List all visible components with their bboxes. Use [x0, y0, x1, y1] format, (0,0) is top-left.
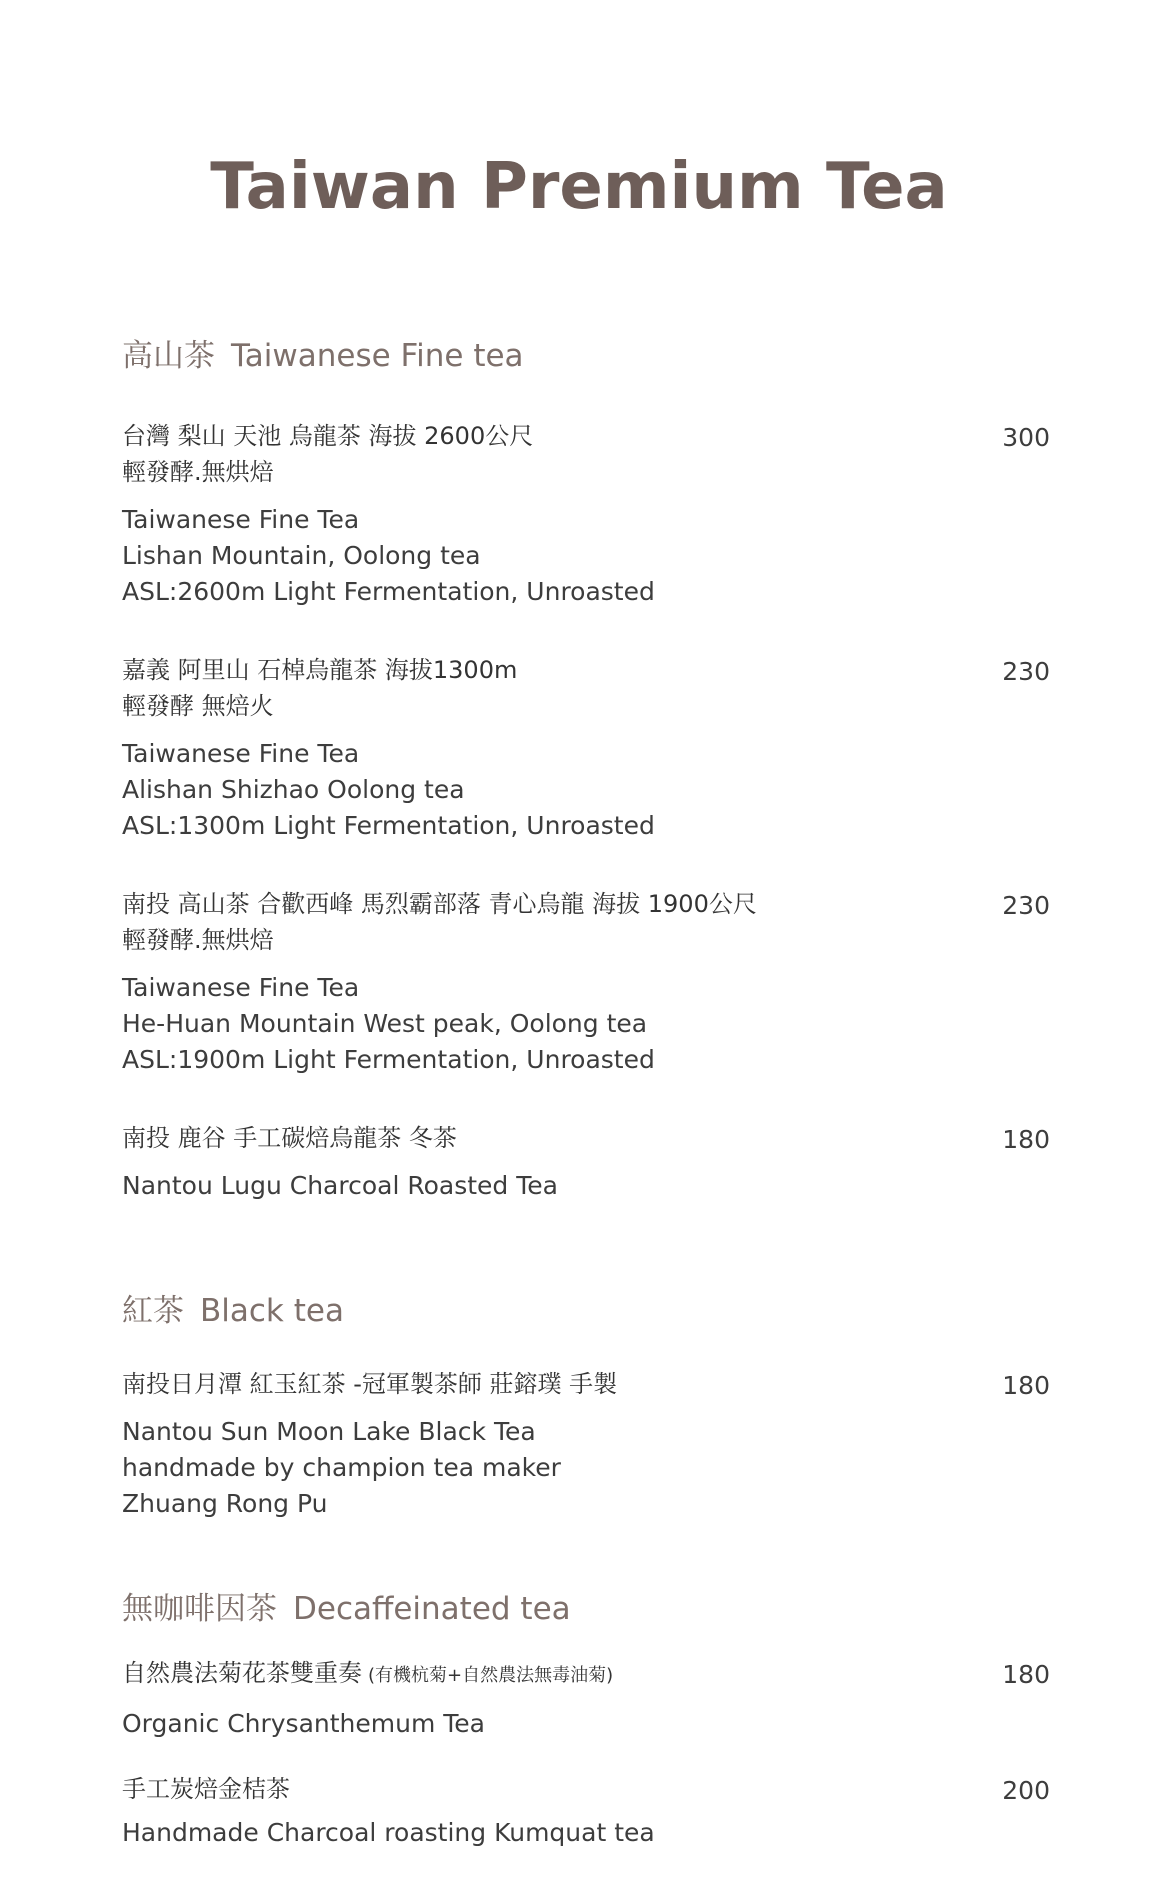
menu-item-lishan-oolong	[122, 418, 1022, 610]
item-price: 230	[1002, 657, 1050, 686]
item-name-en: Nantou Sun Moon Lake Black Tea	[122, 1417, 536, 1446]
item-note-zh: 輕發酵 無焙火	[122, 692, 274, 720]
item-name-zh: 南投日月潭 紅玉紅茶 -冠軍製茶師 莊鎔璞 手製	[122, 1370, 618, 1398]
menu-item-lugu-charcoal	[122, 1120, 1022, 1204]
item-price: 180	[1002, 1660, 1050, 1689]
menu-item-sun-moon-lake-black	[122, 1366, 1022, 1522]
section-heading-decaf-tea	[122, 1583, 571, 1628]
item-name-en: Handmade Charcoal roasting Kumquat tea	[122, 1818, 655, 1847]
item-note-zh: 輕發酵.無烘焙	[122, 458, 274, 486]
item-name-zh-main: 自然農法菊花茶雙重奏	[122, 1659, 362, 1687]
section-heading-fine-tea	[122, 330, 524, 375]
menu-item-alishan-oolong	[122, 652, 1022, 844]
section-heading-zh: 無咖啡因茶	[122, 1591, 277, 1627]
item-name-zh: 南投 高山茶 合歡西峰 馬烈霸部落 青心烏龍 海拔 1900公尺	[122, 890, 757, 918]
menu-item-hehuan-oolong	[122, 886, 1022, 1078]
item-name-en: Taiwanese Fine Tea	[122, 973, 360, 1002]
item-desc-en: handmade by champion tea maker	[122, 1453, 561, 1482]
item-name-zh: 台灣 梨山 天池 烏龍茶 海拔 2600公尺	[122, 422, 534, 450]
item-name-en: Taiwanese Fine Tea	[122, 739, 360, 768]
section-heading-zh: 高山茶	[122, 338, 215, 374]
item-desc-en: Alishan Shizhao Oolong tea	[122, 775, 465, 804]
item-name-zh: 嘉義 阿里山 石棹烏龍茶 海拔1300m	[122, 656, 518, 684]
menu-item-kumquat	[122, 1771, 1022, 1851]
menu-item-chrysanthemum	[122, 1655, 1022, 1742]
item-name-en: Taiwanese Fine Tea	[122, 505, 360, 534]
item-price: 300	[1002, 423, 1050, 452]
item-desc-en: ASL:1900m Light Fermentation, Unroasted	[122, 1045, 655, 1074]
item-price: 180	[1002, 1371, 1050, 1400]
item-name-zh	[122, 1655, 1022, 1694]
item-desc-en: ASL:2600m Light Fermentation, Unroasted	[122, 577, 655, 606]
section-heading-zh: 紅茶	[122, 1293, 184, 1329]
item-desc-en: Lishan Mountain, Oolong tea	[122, 541, 481, 570]
item-note-zh: (有機杭菊+自然農法無毒油菊)	[368, 1665, 614, 1686]
item-note-zh: 輕發酵.無烘焙	[122, 926, 274, 954]
item-price: 180	[1002, 1125, 1050, 1154]
item-price: 230	[1002, 891, 1050, 920]
item-price: 200	[1002, 1776, 1050, 1805]
item-desc-en: ASL:1300m Light Fermentation, Unroasted	[122, 811, 655, 840]
section-heading-en: Black tea	[200, 1293, 344, 1329]
section-heading-en: Decaffeinated tea	[293, 1591, 571, 1627]
item-name-zh: 手工炭焙金桔茶	[122, 1775, 290, 1803]
item-name-zh: 南投 鹿谷 手工碳焙烏龍茶 冬茶	[122, 1124, 457, 1152]
item-name-en: Organic Chrysanthemum Tea	[122, 1709, 486, 1738]
item-name-en: Nantou Lugu Charcoal Roasted Tea	[122, 1171, 558, 1200]
item-desc-en: Zhuang Rong Pu	[122, 1489, 328, 1518]
section-heading-en: Taiwanese Fine tea	[231, 338, 524, 374]
item-desc-en: He-Huan Mountain West peak, Oolong tea	[122, 1009, 648, 1038]
section-heading-black-tea	[122, 1285, 344, 1330]
page-title: Taiwan Premium Tea	[210, 150, 948, 224]
